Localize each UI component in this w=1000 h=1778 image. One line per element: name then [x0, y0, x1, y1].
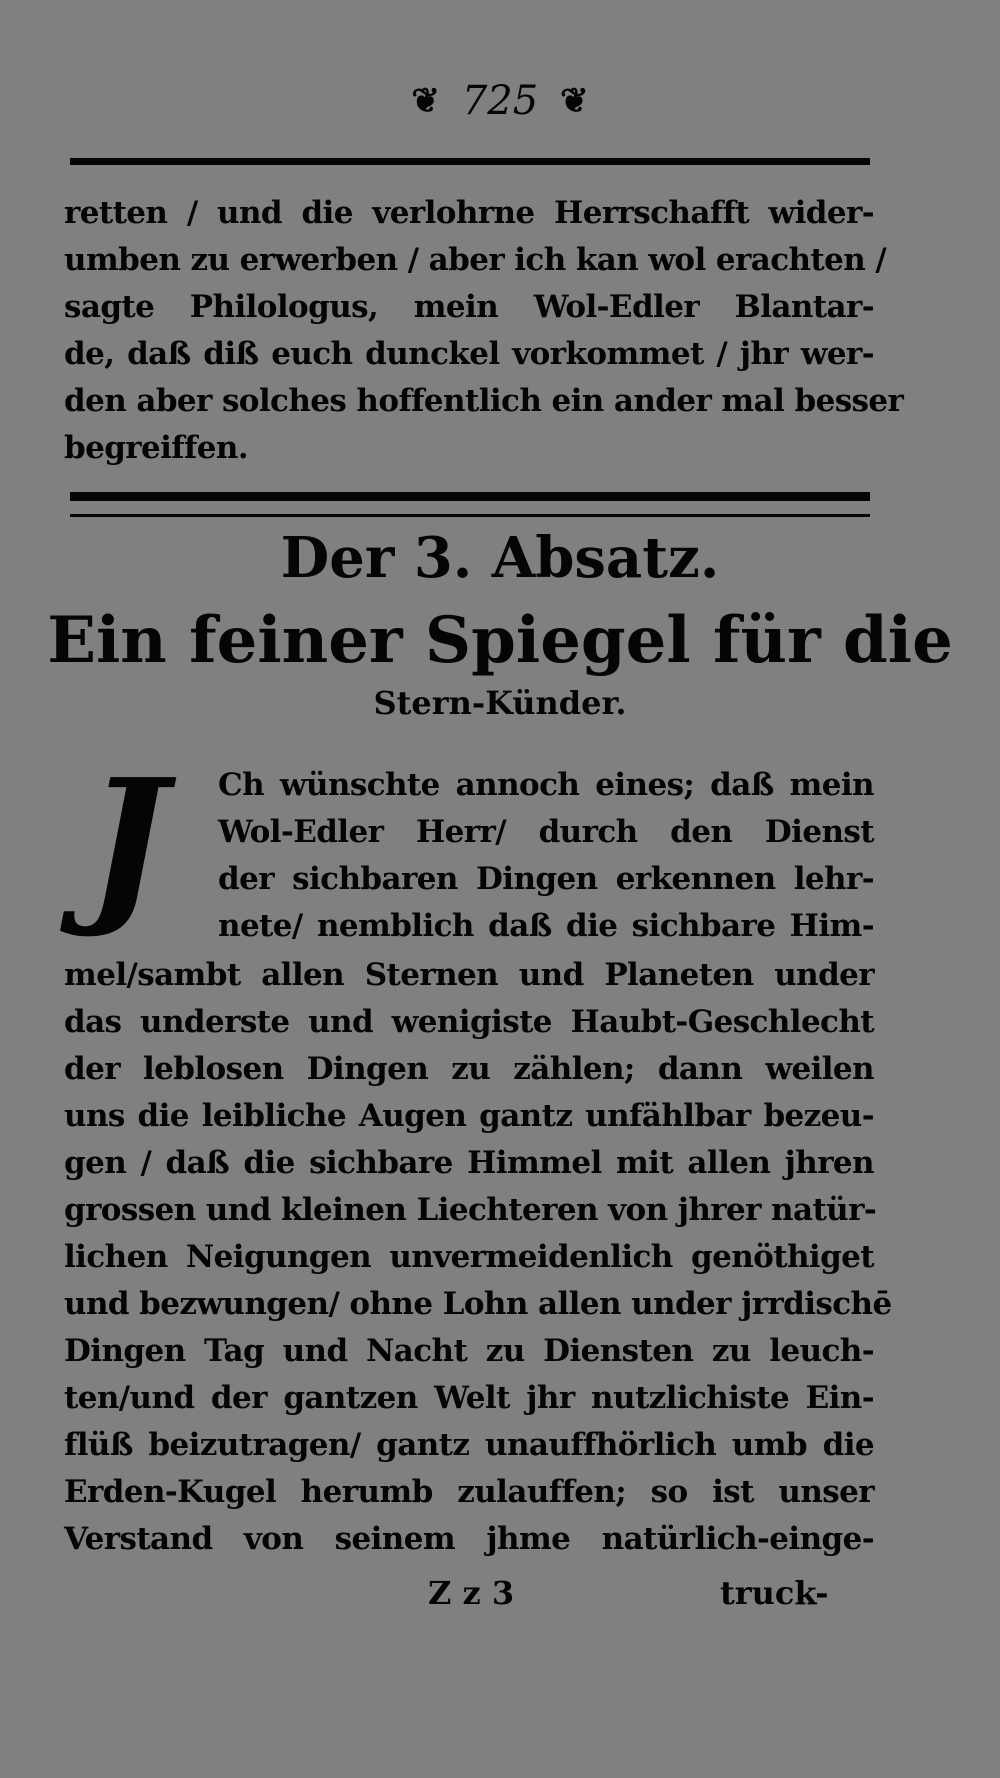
- section-title: Der 3. Absatz.: [280, 525, 720, 591]
- text-line: Erden-Kugel herumb zulauffen; so ist unser: [64, 1474, 874, 1510]
- text-line: lichen Neigungen unvermeidenlich genöthiget: [64, 1239, 874, 1275]
- text-line: gen / daß die sichbare Himmel mit allen jhren: [64, 1145, 874, 1181]
- text-line: das underste und wenigiste Haubt-Geschlecht: [64, 1004, 874, 1040]
- ornament-left-icon: ❦: [411, 81, 440, 121]
- body-paragraph: [64, 952, 892, 1563]
- text-line: Ch wünschte annoch eines; daß mein: [218, 767, 874, 803]
- text-line: der leblosen Dingen zu zählen; dann weilen: [64, 1051, 874, 1087]
- section-rule-thick: [70, 492, 870, 501]
- text-line: und bezwungen/ ohne Lohn allen under jrrdischē: [64, 1286, 892, 1322]
- page-number: 725: [461, 78, 539, 124]
- text-line: mel/sambt allen Sternen und Planeten under: [64, 957, 874, 993]
- header-rule: [70, 158, 870, 165]
- text-line: nete/ nemblich daß die sichbare Him-: [218, 908, 874, 944]
- signature-mark: Z z 3: [428, 1574, 515, 1612]
- text-line: umben zu erwerben / aber ich kan wol erachten /: [64, 242, 887, 278]
- text-line: ten/und der gantzen Welt jhr nutzlichiste Ein-: [64, 1380, 874, 1416]
- ornament-right-icon: ❦: [560, 81, 589, 121]
- text-line: retten / und die verlohrne Herrschafft wider-: [64, 195, 874, 231]
- text-line: uns die leibliche Augen gantz unfählbar bezeu-: [64, 1098, 874, 1134]
- page-footer: [0, 1574, 1000, 1624]
- text-line: Verstand von seinem jhme natürlich-einge-: [64, 1521, 874, 1557]
- text-line: den aber solches hoffentlich ein ander mal besser: [64, 383, 904, 419]
- drop-cap-lines: [218, 762, 874, 950]
- catchword: truck-: [720, 1574, 829, 1612]
- section-subtitle: Ein feiner Spiegel für die: [47, 603, 953, 678]
- section-subtitle-continued: Stern-Künder.: [373, 684, 627, 722]
- text-line: de, daß diß euch dunckel vorkommet / jhr wer-: [64, 336, 874, 372]
- text-line: flüß beizutragen/ gantz unauffhörlich umb die: [64, 1427, 874, 1463]
- text-line: Dingen Tag und Nacht zu Diensten zu leuch-: [64, 1333, 874, 1369]
- text-line: begreiffen.: [64, 430, 249, 466]
- text-line: der sichbaren Dingen erkennen lehr-: [218, 861, 874, 897]
- top-paragraph: [64, 190, 904, 472]
- drop-cap-initial: J: [86, 742, 168, 942]
- running-header: [0, 78, 1000, 124]
- text-line: grossen und kleinen Liechteren von jhrer natür-: [64, 1192, 877, 1228]
- text-line: Wol-Edler Herr/ durch den Dienst: [218, 814, 874, 850]
- text-line: sagte Philologus, mein Wol-Edler Blantar-: [64, 289, 874, 325]
- section-rule-thin: [70, 514, 870, 517]
